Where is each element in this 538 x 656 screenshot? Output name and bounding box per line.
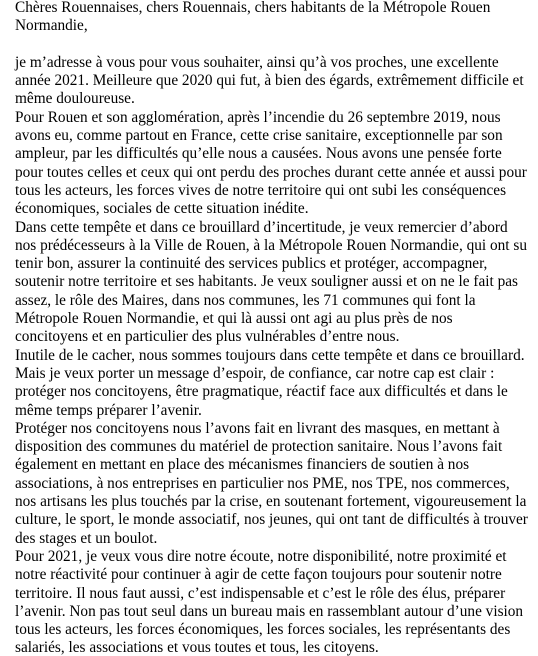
paragraph-thanks: Dans cette tempête et dans ce brouillard d’incertitude, je veux remercier d’abord nos prédécesseurs à la Ville de Rouen, à la Métropole Rouen Normandie, qui ont su tenir bon, assurer la continuité des services publics et protéger, accompagner, soutenir notre territoire et ses habitants. Je veux souligner aussi et on ne le fait pas assez, le rôle des Maires, dans nos communes, les 71 communes qui font la Métropole Rouen Normandie, et qui là aussi ont agi au plus près de nos concitoyens et en particulier des plus vulnérables d’entre nous. <box>15 218 527 346</box>
letter-greeting: Chères Rouennaises, chers Rouennais, chers habitants de la Métropole Rouen Normandie, <box>15 0 491 35</box>
paragraph-crisis: Pour Rouen et son agglomération, après l’incendie du 26 septembre 2019, nous avons eu, comme partout en France, cette crise sanitaire, exceptionnelle par son ampleur, par les difficultés qu’elle nous a causées. Nous avons une pensée forte pour toutes celles et ceux qui ont perdu des proches durant cette année et aussi pour tous les acteurs, les forces vives de notre territoire qui ont subi les conséquences économiques, sociales de cette situation inédite. <box>15 108 527 218</box>
paragraph-wishes: je m’adresse à vous pour vous souhaiter, ainsi qu’à vos proches, une excellente année 2021. Meilleure que 2020 qui fut, à bien des égards, extrêmement difficile et même douloureuse. <box>15 53 524 108</box>
paragraph-2021: Pour 2021, je veux vous dire notre écoute, notre disponibilité, notre proximité et notre réactivité pour continuer à agir de cette façon toujours pour soutenir notre territoire. Il nous faut aussi, c’est indispensable et c’est le rôle des élus, préparer l’avenir. Non pas tout seul dans un bureau mais en rassemblant autour d’une vision tous les acteurs, les forces économiques, les forces sociales, les représentants des salariés, les associations et vous toutes et tous, les citoyens. <box>15 547 524 656</box>
paragraph-hope: Inutile de le cacher, nous sommes toujours dans cette tempête et dans ce brouillard. Mais je veux porter un message d’espoir, de confiance, car notre cap est clair : protéger nos concitoyens, être pragmatique, réactif face aux difficultés et dans le même temps préparer l’avenir. <box>15 346 525 419</box>
paragraph-protection: Protéger nos concitoyens nous l’avons fait en livrant des masques, en mettant à disposition des communes du matériel de protection sanitaire. Nous l’avons fait également en mettant en place des mécanismes financiers de soutien à nos associations, à nos entreprises en particulier nos PME, nos TPE, nos commerces, nos artisans les plus touchés par la crise, en soutenant fortement, vigoureusement la culture, le sport, le monde associatif, nos jeunes, qui ont tant de difficultés à trouver des stages et un boulot. <box>15 419 528 547</box>
